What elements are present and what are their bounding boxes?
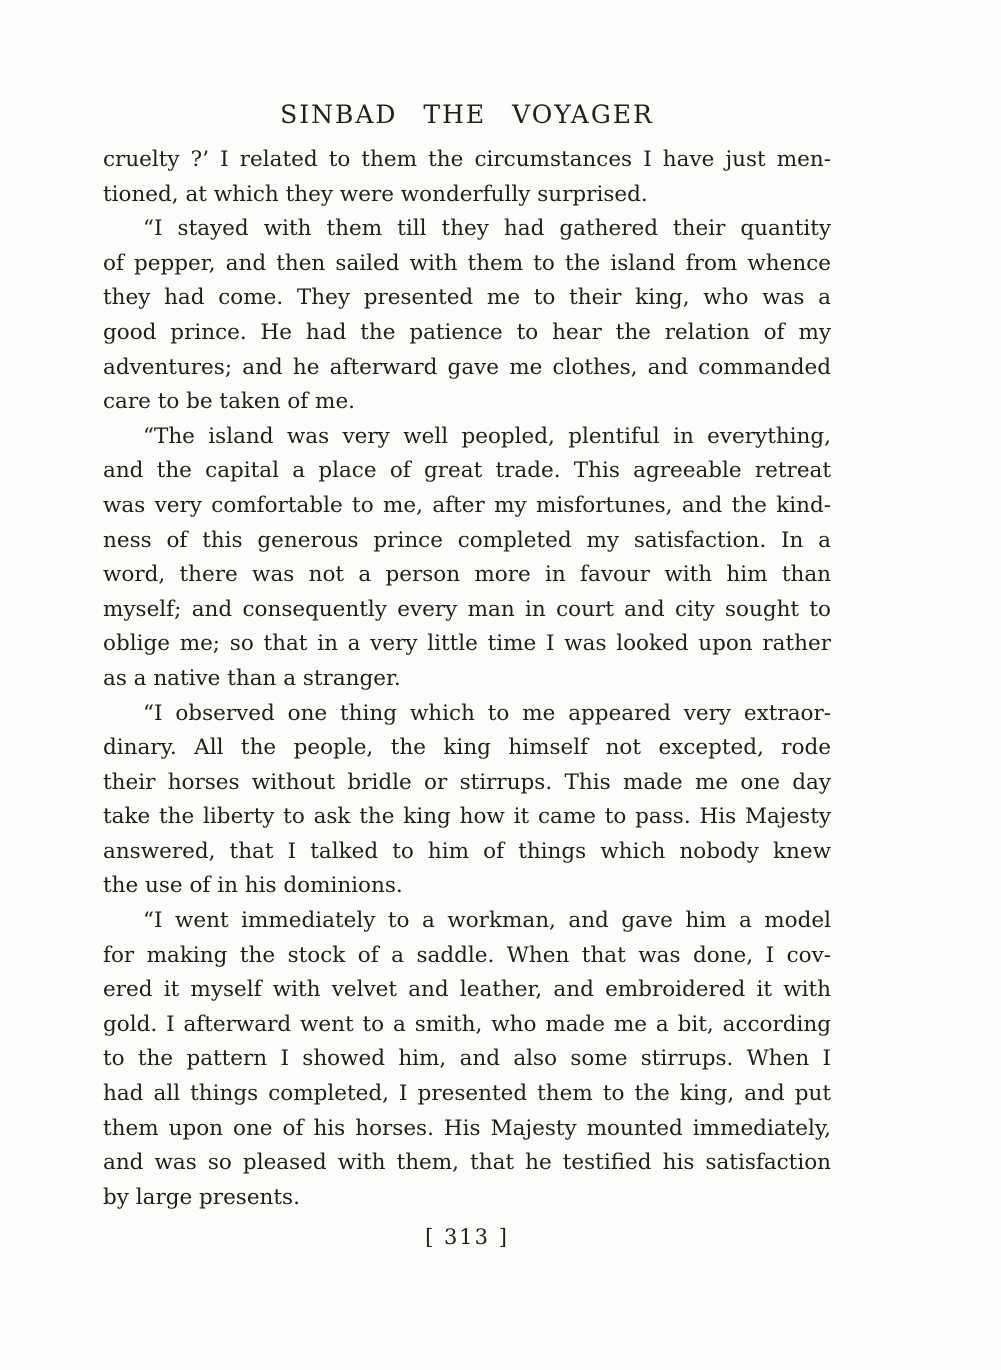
running-head-title: SINBAD THE VOYAGER — [280, 100, 654, 129]
text-line: answered, that I talked to him of things which nobody knew — [103, 838, 831, 864]
text-line: for making the stock of a saddle. When that was done, I cov- — [103, 942, 831, 968]
text-line: “I went immediately to a workman, and gave him a model — [143, 908, 831, 934]
paragraph — [103, 904, 831, 1215]
text-line: tioned, at which they were wonderfully surprised. — [103, 181, 648, 207]
text-line: had all things completed, I presented them to the king, and put — [103, 1081, 831, 1107]
paragraph — [103, 697, 831, 905]
paragraph — [103, 420, 831, 697]
text-line: cruelty ?’ I related to them the circumstances I have just men- — [103, 147, 831, 172]
text-line: to the pattern I showed him, and also some stirrups. When I — [103, 1046, 831, 1072]
text-line: and the capital a place of great trade. This agreeable retreat — [103, 458, 831, 484]
text-line: word, there was not a person more in favour with him than — [103, 562, 831, 588]
text-line: and was so pleased with them, that he testified his satisfaction — [103, 1150, 831, 1176]
text-line: care to be taken of me. — [103, 389, 356, 415]
text-line: the use of in his dominions. — [103, 873, 403, 899]
text-line: they had come. They presented me to their king, who was a — [103, 285, 831, 311]
text-line: good prince. He had the patience to hear the relation of my — [103, 319, 831, 345]
text-line: adventures; and he afterward gave me clothes, and commanded — [103, 354, 831, 380]
text-line: ered it myself with velvet and leather, and embroidered it with — [103, 977, 831, 1003]
text-line: dinary. All the people, the king himself not excepted, rode — [103, 735, 831, 761]
text-line: “I observed one thing which to me appeared very extraor- — [143, 700, 831, 726]
text-line: by large presents. — [103, 1184, 300, 1210]
text-line: oblige me; so that in a very little time I was looked upon rather — [103, 631, 831, 657]
text-block — [103, 100, 831, 1249]
text-line: as a native than a stranger. — [103, 665, 401, 691]
text-line: them upon one of his horses. His Majesty mounted immediately, — [103, 1115, 831, 1141]
text-line: their horses without bridle or stirrups. This made me one day — [103, 769, 831, 795]
text-line: “I stayed with them till they had gathered their quantity — [143, 216, 831, 242]
text-line: take the liberty to ask the king how it came to pass. His Majesty — [103, 804, 831, 830]
text-line: was very comfortable to me, after my misfortunes, and the kind- — [103, 492, 831, 518]
text-line: “The island was very well peopled, plentiful in everything, — [143, 423, 831, 449]
paragraph — [103, 143, 831, 212]
text-line: of pepper, and then sailed with them to the island from whence — [103, 250, 831, 276]
text-line: gold. I afterward went to a smith, who made me a bit, according — [103, 1011, 831, 1037]
text-line: myself; and consequently every man in court and city sought to — [103, 596, 831, 622]
page-number: [ 313 ] — [425, 1225, 509, 1250]
paragraph — [103, 212, 831, 420]
page-body — [103, 143, 831, 1215]
text-line: ness of this generous prince completed my satisfaction. In a — [103, 527, 831, 553]
